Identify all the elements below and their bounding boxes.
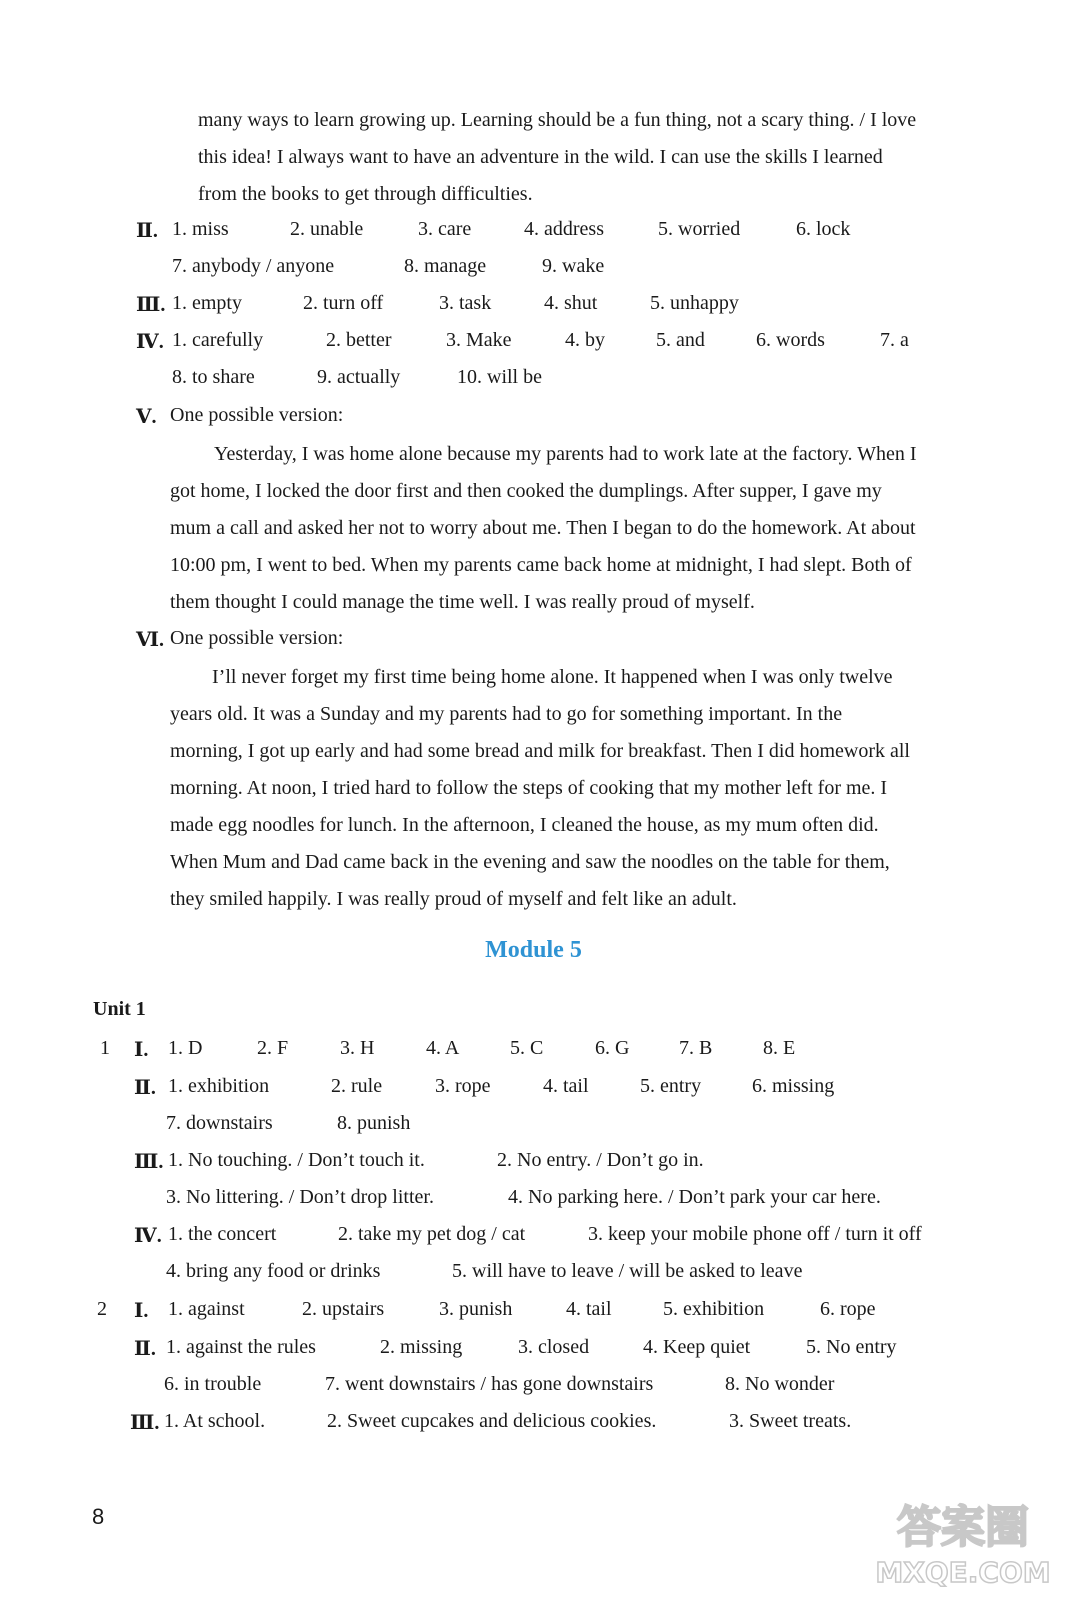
answer-item: 4. Keep quiet	[643, 1336, 751, 1358]
answer-item: 9. actually	[317, 366, 401, 388]
answer-item: 3. No littering. / Don’t drop litter.	[166, 1186, 434, 1208]
section-number: Ⅱ.	[134, 1338, 156, 1360]
answer-item: 6. G	[595, 1037, 630, 1059]
paragraph-line: from the books to get through difficulties.	[198, 183, 533, 205]
answer-item: 3. closed	[518, 1336, 590, 1358]
essay-line: I’ll never forget my first time being home alone. It happened when I was only twelve	[212, 666, 893, 688]
essay-line: got home, I locked the door first and then cooked the dumplings. After supper, I gave my	[170, 480, 882, 502]
answer-item: 5. C	[510, 1037, 544, 1059]
answer-item: 6. missing	[752, 1075, 835, 1097]
answer-item: 3. rope	[435, 1075, 491, 1097]
answer-item: 1. miss	[172, 218, 229, 240]
answer-item: 1. At school.	[164, 1410, 266, 1432]
answer-item: 3. care	[418, 218, 472, 240]
answer-item: 8. to share	[172, 366, 255, 388]
answer-item: 7. B	[679, 1037, 713, 1059]
answer-item: 2. better	[326, 329, 392, 351]
answer-item: 4. bring any food or drinks	[166, 1260, 381, 1282]
answer-item: 5. entry	[640, 1075, 702, 1097]
watermark-text-top: 答案圈	[897, 1502, 1029, 1553]
section-heading: One possible version:	[170, 404, 344, 426]
watermark-icon	[868, 1488, 1058, 1588]
section-number: Ⅱ.	[136, 220, 158, 242]
essay-line: mum a call and asked her not to worry about me. Then I began to do the homework. At about	[170, 517, 916, 539]
watermark-text-bottom: MXQE.COM	[875, 1556, 1051, 1588]
answer-item: 1. No touching. / Don’t touch it.	[168, 1149, 425, 1171]
answer-item: 1. against the rules	[166, 1336, 316, 1358]
answer-item: 2. upstairs	[302, 1298, 385, 1320]
answer-item: 2. missing	[380, 1336, 463, 1358]
section-number: Ⅱ.	[134, 1077, 156, 1099]
answer-item: 2. rule	[331, 1075, 383, 1097]
answer-item: 8. punish	[337, 1112, 411, 1134]
answer-item: 8. E	[763, 1037, 796, 1059]
watermark-logo	[868, 1488, 1058, 1588]
answer-item: 5. will have to leave / will be asked to leave	[452, 1260, 803, 1282]
answer-item: 1. the concert	[168, 1223, 277, 1245]
section-number: Ⅳ.	[136, 331, 164, 353]
essay-line: Yesterday, I was home alone because my parents had to work late at the factory. When I	[214, 443, 917, 465]
essay-line: When Mum and Dad came back in the evening and saw the noodles on the table for them,	[170, 851, 890, 873]
answer-item: 1. carefully	[172, 329, 264, 351]
answer-item: 1. D	[168, 1037, 203, 1059]
essay-line: 10:00 pm, I went to bed. When my parents came back home at midnight, I had slept. Both of	[170, 554, 912, 576]
section-number: Ⅴ.	[136, 406, 157, 428]
part-number: 1	[100, 1037, 110, 1059]
answer-item: 4. address	[524, 218, 604, 240]
answer-item: 4. tail	[543, 1075, 589, 1097]
answer-item: 7. downstairs	[166, 1112, 273, 1134]
section-number: Ⅳ.	[134, 1225, 162, 1247]
answer-item: 1. exhibition	[168, 1075, 270, 1097]
section-number: Ⅲ.	[130, 1412, 160, 1434]
answer-item: 2. take my pet dog / cat	[338, 1223, 526, 1245]
module-title: Module 5	[485, 937, 582, 963]
answer-item: 3. H	[340, 1037, 375, 1059]
answer-item: 8. manage	[404, 255, 487, 277]
answer-item: 2. Sweet cupcakes and delicious cookies.	[327, 1410, 657, 1432]
answer-item: 5. worried	[658, 218, 741, 240]
essay-line: made egg noodles for lunch. In the afternoon, I cleaned the house, as my mum often did.	[170, 814, 879, 836]
answer-item: 6. words	[756, 329, 825, 351]
answer-item: 3. punish	[439, 1298, 513, 1320]
section-number: Ⅵ.	[136, 629, 164, 651]
answer-item: 6. in trouble	[164, 1373, 262, 1395]
answer-item: 6. lock	[796, 218, 851, 240]
paragraph-line: many ways to learn growing up. Learning should be a fun thing, not a scary thing. / I love	[198, 109, 917, 131]
answer-item: 4. tail	[566, 1298, 612, 1320]
answer-item: 3. keep your mobile phone off / turn it off	[588, 1223, 922, 1245]
answer-item: 4. No parking here. / Don’t park your car here.	[508, 1186, 881, 1208]
answer-item: 4. by	[565, 329, 605, 351]
essay-line: them thought I could manage the time well. I was really proud of myself.	[170, 591, 755, 613]
answer-item: 2. F	[257, 1037, 289, 1059]
answer-item: 5. and	[656, 329, 705, 351]
answer-item: 3. Sweet treats.	[729, 1410, 852, 1432]
answer-item: 2. turn off	[303, 292, 384, 314]
answer-item: 3. Make	[446, 329, 512, 351]
answer-item: 7. anybody / anyone	[172, 255, 335, 277]
answer-item: 4. A	[426, 1037, 460, 1059]
unit-title: Unit 1	[93, 998, 146, 1020]
essay-line: morning, I got up early and had some bread and milk for breakfast. Then I did homework all	[170, 740, 910, 762]
answer-item: 2. unable	[290, 218, 364, 240]
answer-item: 7. a	[880, 329, 909, 351]
answer-item: 1. empty	[172, 292, 242, 314]
section-number: Ⅲ.	[136, 294, 166, 316]
part-number: 2	[97, 1298, 107, 1320]
answer-item: 4. shut	[544, 292, 598, 314]
answer-item: 7. went downstairs / has gone downstairs	[325, 1373, 654, 1395]
section-number: Ⅰ.	[134, 1300, 149, 1322]
answer-item: 5. No entry	[806, 1336, 897, 1358]
section-heading: One possible version:	[170, 627, 344, 649]
section-number: Ⅲ.	[134, 1151, 164, 1173]
essay-line: years old. It was a Sunday and my parents had to go for something important. In the	[170, 703, 843, 725]
section-number: Ⅰ.	[134, 1039, 149, 1061]
answer-item: 5. exhibition	[663, 1298, 765, 1320]
answer-item: 5. unhappy	[650, 292, 739, 314]
page-number: 8	[92, 1504, 105, 1529]
answer-item: 10. will be	[457, 366, 542, 388]
answer-item: 8. No wonder	[725, 1373, 835, 1395]
essay-line: they smiled happily. I was really proud of myself and felt like an adult.	[170, 888, 737, 910]
essay-line: morning. At noon, I tried hard to follow the steps of cooking that my mother left for me. I	[170, 777, 888, 799]
answer-item: 9. wake	[542, 255, 605, 277]
answer-item: 3. task	[439, 292, 492, 314]
paragraph-line: this idea! I always want to have an adventure in the wild. I can use the skills I learned	[198, 146, 883, 168]
answer-item: 2. No entry. / Don’t go in.	[497, 1149, 704, 1171]
answer-item: 1. against	[168, 1298, 245, 1320]
answer-item: 6. rope	[820, 1298, 876, 1320]
